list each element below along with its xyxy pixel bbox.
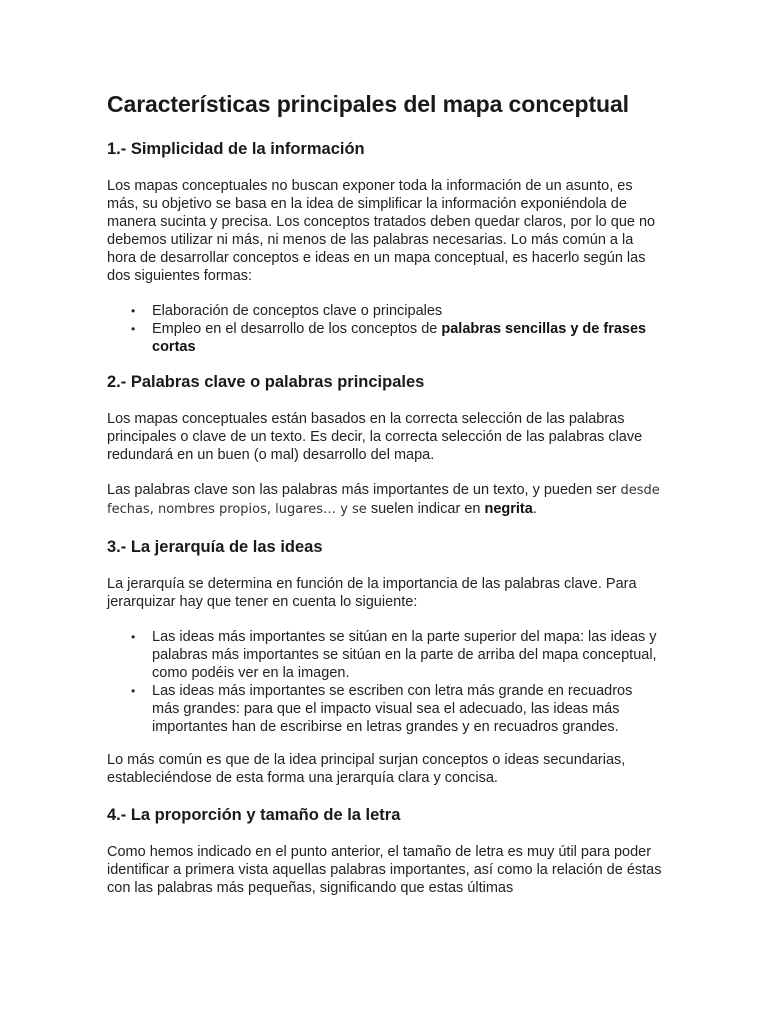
document-page [107,88,662,914]
section-heading-1: 1.- Simplicidad de la información [107,140,365,158]
list-item-bold-text: palabras sencillas y de frases cortas [152,321,647,355]
section-2-paragraph-1: Los mapas conceptuales están basados en la correcta selección de las palabras principales o clave de un texto. Es decir, la correcta selección de las palabras clave redundará en un buen (o mal) desarrollo del mapa. [107,411,643,463]
section-4-paragraph: Como hemos indicado en el punto anterior, el tamaño de letra es muy útil para poder identificar a primera vista aquellas palabras importantes, así como la relación de éstas con las palabras más pequeñas, significando que estas últimas [107,844,662,896]
page-title: Características principales del mapa conceptual [107,91,629,117]
list-item-text: Empleo en el desarrollo de los conceptos de [152,321,442,337]
list-item-text: Las ideas más importantes se sitúan en la parte superior del mapa: las ideas y palabras más importantes se sitúan en la parte de arriba del mapa conceptual, como podéis ver en la imagen. [152,629,657,681]
section-heading-3: 3.- La jerarquía de las ideas [107,538,323,556]
bullet-icon: • [131,630,136,644]
list-item [131,682,662,736]
section-3-paragraph-1: La jerarquía se determina en función de la importancia de las palabras clave. Para jerarquizar hay que tener en cuenta lo siguiente: [107,576,637,610]
list-item [131,628,662,682]
bold-word: negrita [484,501,533,517]
section-3-bullet-list [107,628,662,736]
list-item [131,320,662,356]
list-item-text: Elaboración de conceptos clave o principales [152,303,443,319]
section-1-paragraph: Los mapas conceptuales no buscan exponer toda la información de un asunto, es más, su objetivo se basa en la idea de simplificar la información exponiéndola de manera sucinta y precisa. Los conceptos tratados deben quedar claros, por lo que no debemos utilizar ni más, ni menos de las palabras necesarias. Lo más común a la hora de desarrollar conceptos e ideas en un mapa conceptual, es hacerlo según las dos siguientes formas: [107,178,656,284]
list-item [131,302,662,320]
paragraph-text: Las palabras clave son las palabras más importantes de un texto, y pueden ser [107,482,617,498]
section-2-paragraph-2 [107,481,662,519]
bullet-icon: • [131,322,136,336]
paragraph-text: . [532,501,537,517]
section-3-paragraph-2: Lo más común es que de la idea principal surjan conceptos o ideas secundarias, estableciéndose de esta forma una jerarquía clara y concisa. [107,752,626,786]
list-item-text: Las ideas más importantes se escriben con letra más grande en recuadros más grandes: para que el impacto visual sea el adecuado, las ideas más importantes han de escribirse en letras grandes y en recuadros grandes. [152,683,633,735]
section-heading-2: 2.- Palabras clave o palabras principales [107,373,425,391]
paragraph-text: suelen indicar en [366,501,485,517]
bullet-icon: • [131,304,136,318]
paragraph-text-alt-font: desde fechas, nombres propios, lugares… y se [107,483,660,517]
section-1-bullet-list [107,302,662,356]
section-heading-4: 4.- La proporción y tamaño de la letra [107,806,401,824]
bullet-icon: • [131,684,136,698]
